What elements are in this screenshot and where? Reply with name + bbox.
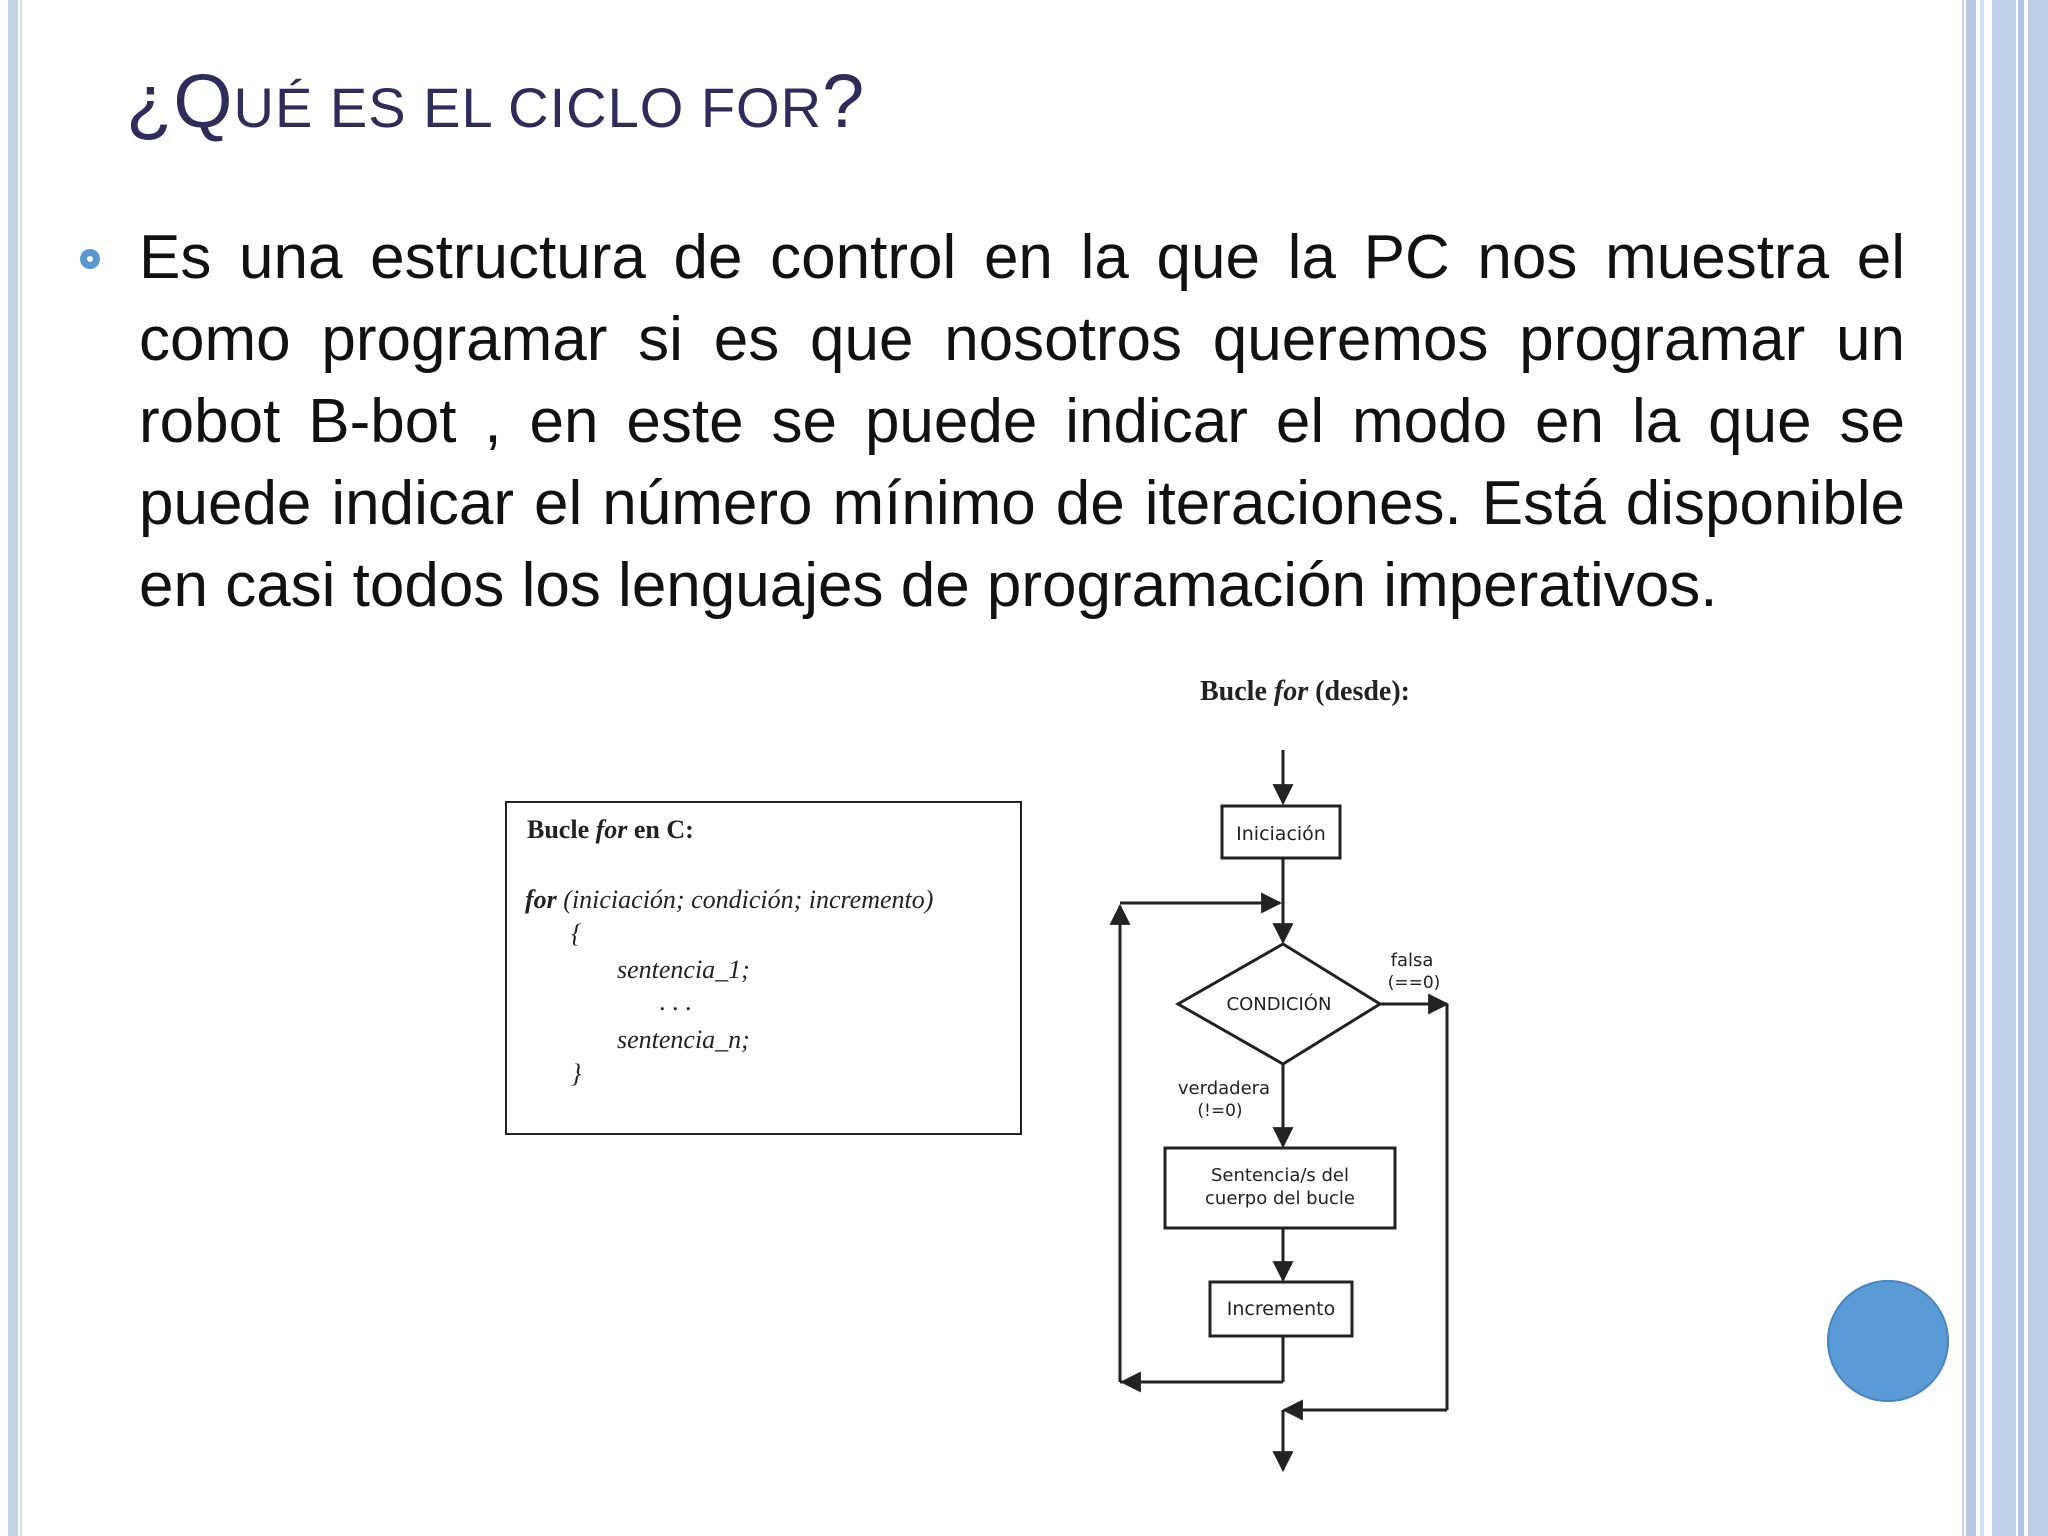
- title-lead: ¿Q: [126, 59, 234, 144]
- body-paragraph: Es una estructura de control en la que la PC nos muestra el como programar si es que nosotros queremos programar un robot B-bot , en este se puede indicar el modo en la que se puede indicar el número mínimo de iteraciones. Está disponible en casi todos los lenguajes de programación imperativos.: [139, 223, 1905, 620]
- code-box-title-a: Bucle: [527, 815, 596, 844]
- left-border-bar: [8, 0, 18, 1536]
- flowchart-title-c: (desde):: [1308, 676, 1410, 707]
- code-statement-n: sentencia_n;: [617, 1025, 750, 1054]
- flowchart-svg: [1100, 670, 1480, 1480]
- init-label: Iniciación: [1236, 823, 1326, 845]
- code-ellipsis: . . .: [659, 987, 692, 1016]
- title-end: ?: [822, 59, 866, 144]
- code-box-title: [527, 815, 694, 845]
- flowchart: [1100, 670, 1480, 1480]
- false-condition: (==0): [1387, 973, 1441, 993]
- left-border-line: [20, 0, 22, 1536]
- increment-label: Incremento: [1226, 1298, 1336, 1320]
- false-label: falsa: [1390, 950, 1434, 971]
- true-label: verdadera: [1177, 1078, 1271, 1099]
- true-condition: (!=0): [1197, 1101, 1243, 1121]
- nav-circle-button[interactable]: [1827, 1280, 1949, 1402]
- code-open-brace: {: [571, 919, 582, 948]
- title-rest: UÉ ES EL CICLO FOR: [233, 76, 823, 139]
- body-label-line1: Sentencia/s del: [1210, 1165, 1350, 1186]
- code-keyword-for: for: [525, 885, 557, 914]
- code-close-brace: }: [571, 1059, 582, 1088]
- flowchart-title-a: Bucle: [1200, 676, 1274, 707]
- code-statement-1: sentencia_1;: [617, 955, 750, 984]
- body-label-line2: cuerpo del bucle: [1205, 1188, 1355, 1209]
- code-box: [505, 801, 1022, 1135]
- bullet-circle-icon: [80, 249, 100, 269]
- code-box-title-c: en C:: [627, 815, 694, 844]
- condition-label: CONDICIÓN: [1226, 994, 1332, 1015]
- flowchart-title-for: for: [1273, 676, 1309, 707]
- code-for-args: (iniciación; condición; incremento): [556, 885, 934, 914]
- code-box-title-for: for: [595, 815, 628, 844]
- right-decorative-bars: [1962, 0, 2048, 1536]
- slide-title: [126, 58, 865, 145]
- code-line-for: [525, 885, 933, 915]
